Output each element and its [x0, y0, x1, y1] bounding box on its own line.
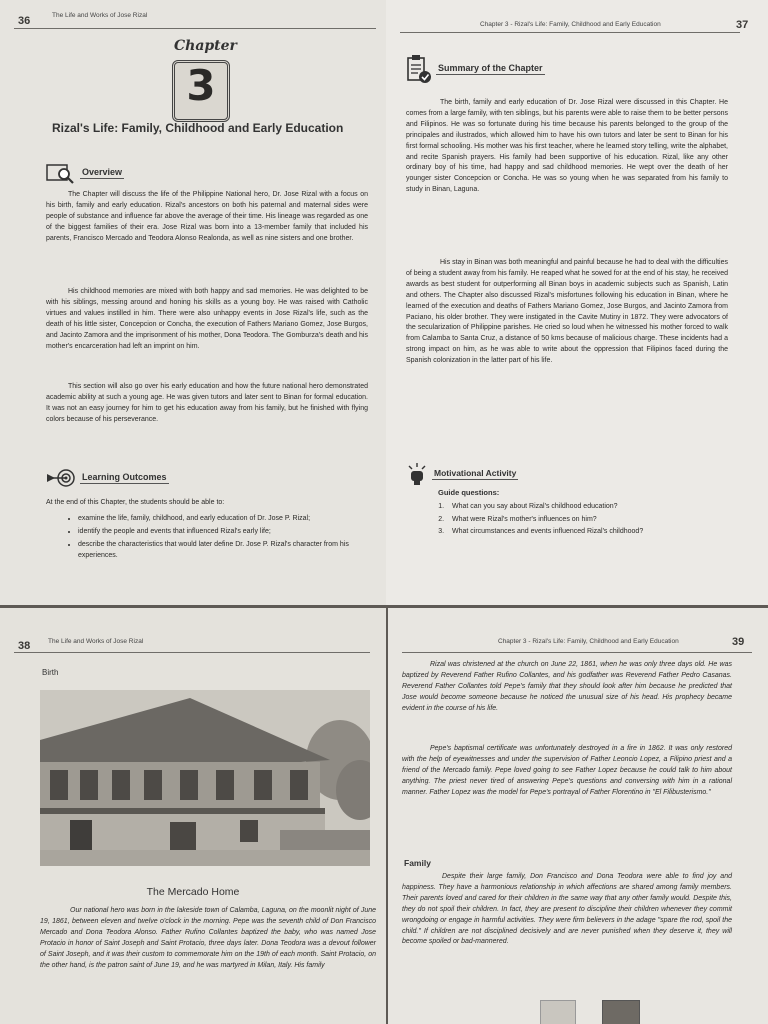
overview-paragraph-1: The Chapter will discuss the life of the Philippine National hero, Dr. Jose Rizal with a focus on his birth, family and early education. Rizal's ancestors on both his paternal and maternal sides were people of substance and influence far above the average of their time. His lineage was regarded as one of the biggest families of their era. Jose Rizal was born into a 13-member family that included his parents, Francisco Mercado and Teodora Alonso Realonda, as well as nine sisters and one brother. — [46, 191, 368, 242]
header-rule — [402, 652, 752, 653]
page-number: 38 — [18, 640, 31, 652]
checklist-icon — [406, 54, 432, 84]
chapter-number-badge — [172, 60, 230, 122]
family-heading: Family — [404, 858, 431, 868]
header-rule — [400, 32, 740, 33]
guide-questions-list — [406, 501, 766, 539]
photo-caption: The Mercado Home — [146, 886, 240, 898]
header-rule — [14, 652, 370, 653]
overview-heading — [46, 162, 124, 184]
chapter-number: 3 — [186, 61, 216, 110]
raised-fist-icon — [406, 462, 428, 486]
birth-paragraph: Our national hero was born in the lakeside town of Calamba, Laguna, on the moonlit night of June 19, 1861, between eleven and twelve o'clock in the morning. Pepe was the seventh child of Don Francisco Mercado and Dona Teodora Alonso. Father Rufino Collantes baptized the baby, who was named Jose Protacio in honor of Saint Joseph and Saint Protacio, three days later. Dona Teodora was a devout follower of Saint Joseph, and it was their custom to commemorate him on the 19th of each month. Saint Protacio, on the other hand, is the patron saint of June 19, and he was martyred in Milan, Italy. His family — [40, 907, 376, 969]
running-header: Chapter 3 - Rizal's Life: Family, Childhood and Early Education — [480, 21, 661, 28]
list-item: 3. What circumstances and events influenced Rizal's childhood? — [446, 526, 766, 539]
running-header: Chapter 3 - Rizal's Life: Family, Childhood and Early Education — [498, 638, 679, 645]
overview-paragraph-2: His childhood memories are mixed with both happy and sad memories. He was delighted to be with his siblings, messing around and honing his skills as a young boy. He was raised with Catholic virtues and values instilled in him. There were also unhappy events in Jose Rizal's life, such as the death of his little sister, Concepcion or Concha, the execution of Fathers Mariano Gomez, Jose Burgos, and Jacinto Zamora and the imprisonment of his mother, Dona Teodora. The Gomburza's death and his mother's encarceration had left an imprint on him. — [46, 288, 368, 350]
guide-questions-label: Guide questions: — [438, 488, 500, 497]
list-item: • identify the people and events that influenced Rizal's early life; — [78, 527, 386, 538]
chapter-title: Rizal's Life: Family, Childhood and Early Education — [52, 121, 344, 135]
section-label: Birth — [42, 668, 59, 677]
target-icon — [46, 468, 76, 488]
christening-paragraph: Rizal was christened at the church on June 22, 1861, when he was only three days old. He was baptized by Reverend Father Rufino Collantes, and his godfather was Reverend Father Pedro Casanas. Reverend Father Collantes told Pepe's family that they should look after him because he predicted that Jose would become someone because he noticed the unusual size of his head. His prophecy became evident in the course of his life. — [402, 661, 732, 712]
motivational-heading — [406, 462, 518, 486]
summary-heading — [406, 54, 545, 84]
page-37 — [386, 0, 768, 605]
summary-label: Summary of the Chapter — [438, 63, 543, 73]
page-38 — [0, 608, 386, 1024]
chapter-word: Chapter — [174, 38, 237, 54]
magnifier-icon — [46, 162, 76, 184]
page-number: 37 — [736, 19, 749, 31]
learning-outcomes-heading — [46, 468, 169, 488]
family-paragraph: Despite their large family, Don Francisco and Dona Teodora were able to find joy and happiness. They have a harmonious relationship in which affections are shared among family members. Their parents loved and cared for their children in the same way that any other family would. Despite this, they do not spoil their children. In fact, they are present to discipline their children whenever they commit wrongdoing or engage in harmful activities. They were firm believers in the adage "spare the rod, spoil the child." If children are not disciplined decisively and are never punished when they deserve it, they will become spoiled or bad-mannered. — [402, 873, 732, 946]
overview-paragraph-3: This section will also go over his early education and how the future national hero demonstrated academic ability at such a young age. He was given tutors and later sent to Binan for formal education. It was not an easy journey for him to get his education away from his family, but he finished with flying colors because of his perseverance. — [46, 383, 368, 423]
running-header: The Life and Works of Jose Rizal — [52, 12, 148, 19]
list-item: 2. What were Rizal's mother's influences on him? — [446, 514, 766, 527]
summary-paragraph-1: The birth, family and early education of Dr. Jose Rizal were discussed in this Chapter. He comes from a large family, with ten siblings, but his parents were able to raise them to be better persons and Filipinos. He was so fortunate during his time because his parents belonged to the group of the principales and ilustrados, which allowed him to have his own tutors and later be sent to Binan for his first formal schooling. His mother was his first teacher, where he learned story telling, write the alphabet, and recite Spanish prayers. His family had been supportive of his education. Rizal, like any other ordinary boy of his time, had happy and sad childhood memories. He wept over the death of her younger sister Concepcion or Concha. He was so young when he was separated from his family to study in Binan, Laguna. — [406, 99, 728, 194]
motivational-label: Motivational Activity — [434, 468, 517, 478]
outcomes-list — [56, 514, 386, 564]
list-item: 1. What can you say about Rizal's childhood education? — [446, 501, 766, 514]
outcomes-intro: At the end of this Chapter, the students should be able to: — [46, 499, 225, 506]
portrait-thumbnail — [602, 1000, 640, 1024]
page-39 — [388, 608, 768, 1024]
page-36 — [0, 0, 386, 605]
page-number: 36 — [18, 15, 31, 27]
list-item: • examine the life, family, childhood, and early education of Dr. Jose P. Rizal; — [78, 514, 386, 525]
list-item: • describe the characteristics that would later define Dr. Jose P. Rizal's character from his experiences. — [78, 540, 386, 562]
mercado-home-photo — [40, 690, 370, 866]
baptismal-certificate-paragraph: Pepe's baptismal certificate was unfortunately destroyed in a fire in 1862. It was only restored with the help of eyewitnesses and under the supervision of Father Leoncio Lopez, a Filipino priest and a friend of the Mercado family. Pepe loved going to see Father Lopez because he could talk to him about anything. The priest never tired of answering Pepe's questions and conversing with him in a rational manner. Father Lopez was the model for Pepe's portrayal of Father Florentino in "El Filibusterismo." — [402, 745, 732, 796]
house-illustration — [40, 690, 370, 866]
overview-label: Overview — [82, 167, 123, 177]
learning-outcomes-label: Learning Outcomes — [82, 472, 167, 482]
header-rule — [14, 28, 376, 29]
running-header: The Life and Works of Jose Rizal — [48, 638, 144, 645]
summary-paragraph-2: His stay in Binan was both meaningful and painful because he had to deal with the difficulties of being a student away from his family. He reaped what he sowed for at the end of his stay, he received awards as best student for outperforming all Binan boys in academic subjects such as Spanish, Latin and others. The Chapter also discussed Rizal's misfortunes following his education in Binan, where he learned of the execution and deaths of Fathers Mariano Gomez, Jose Burgos, and Jacinto Zamora from Paciano, his older brother. They were instigated in the Cavite Mutiny in 1872. They were advocators of the secularization of Philippine parishes. He cried so loud when he witnessed his mother forced to walk from Calamba to Santa Cruz, a distance of 50 kms because of malicious charge. These incidents had a strong impact on him, as he was able to write about the oppression that Filipinos faced during the Spanish colonization in the latter part of his life. — [406, 259, 728, 365]
portrait-thumbnail — [540, 1000, 576, 1024]
page-number: 39 — [732, 636, 745, 648]
